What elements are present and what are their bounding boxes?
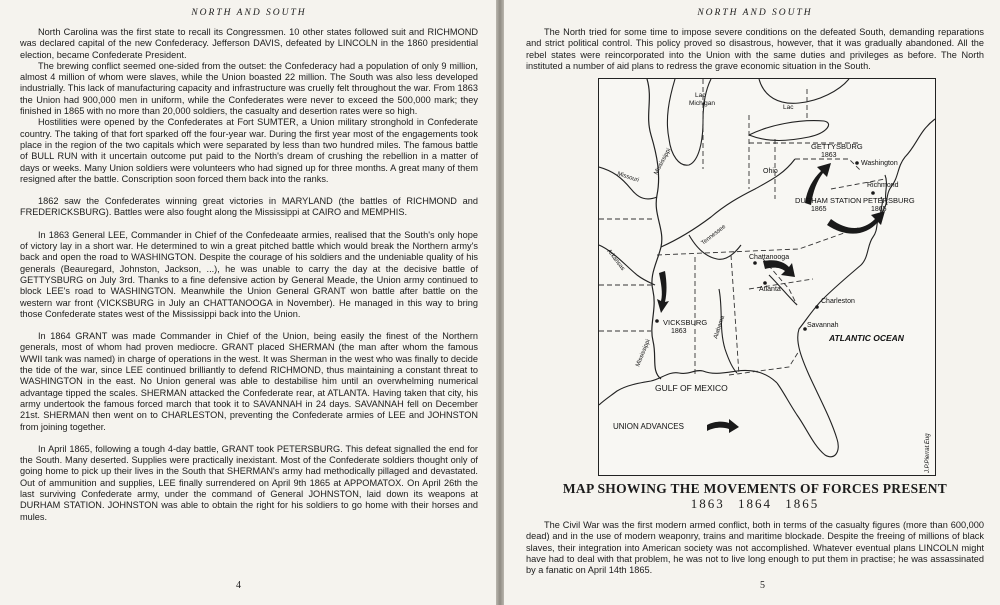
label-durham-year: 1865	[811, 206, 827, 214]
missouri-river	[599, 167, 657, 199]
state-border	[731, 255, 739, 375]
intro-text	[526, 27, 984, 72]
label-chattanooga: Chattanooga	[749, 254, 790, 262]
city-dot-washington	[855, 161, 859, 165]
city-dot-richmond	[871, 191, 875, 195]
body-paragraph: In April 1865, following a tough 4-day battle, GRANT took PETERSBURG. This defeat signalled the end for the South. Many deserted. Supplies were practically inexistant. Most of the Confederate soldiers thought only of going home to pick up their lives in the South that SHERMAN's army had methodically pillaged and devastated. Out of ammunition and supplies, LEE finally surrendered on April 9th 1865 at APPOMATOX. On April 26th the last surviving Confederate army, under the command of General JOHNSTON, laid down its weapons at DURHAM STATION. JOHNSTON was able to obtain the right for his soldiers to go home with their horses and mules.	[20, 443, 478, 522]
body-paragraph: 1862 saw the Confederates winning great victories in MARYLAND (the battles of RICHMOND and FREDERICKSBURG). Battles were also fought along the Mississippi at CAIRO and MEMPHIS.	[20, 196, 478, 218]
label-richmond: Richmond	[867, 182, 899, 190]
city-dot-chattanooga	[753, 261, 757, 265]
label-lac-michigan: Lac	[695, 92, 706, 100]
label-gettysburg-year: 1863	[821, 152, 837, 160]
label-atlanta: Atlanta	[759, 286, 781, 294]
label-alabama: Alabama	[713, 315, 727, 340]
label-ohio: Ohio	[763, 168, 778, 176]
label-savannah: Savannah	[807, 322, 839, 330]
state-border	[657, 227, 861, 255]
body-paragraph: In 1863 General LEE, Commander in Chief of the Confedeaate armies, realised that the South's only hope of victory lay in a short war. He determined to win a great pitched battle which would break the Northern army's back and open the road to WASHINGTON. Despite the courage of his soldiers and the undeniable quality of his generals (Beauregard, Johnston, Jackson, ...), he was unable to carry the day at the decisive battle of GETTYSBURG on July 3rd. Thanks to a fine defensive action by General Meade, the Union army continued to block LEE's road to WASHINGTON. Meanwhile the Union General GRANT won battle after battle on the western war front (VICKSBURG in July an CHATTANOOGA in November). He managed in this way to bring those Confederate states west of the Mississippi back into the Union.	[20, 229, 478, 319]
body-paragraph: Hostilities were opened by the Confederates at Fort SUMTER, a Union military stronghold in Confederate country. The taking of that fort sparked off the four-year war. During the first year most of the engagements took place in the region of the two capitals which were separated by less than two hundred miles. The famous battle of BULL RUN with it uncertain outcome put paid to the North's dream of crushing the rebellion in a matter of days or weeks. Many Union soldiers were volunteers who had signed up for three months. A great many of them resigned after the battle. Conscription soon forced them back into the ranks.	[20, 117, 478, 184]
page-header: NORTH AND SOUTH	[191, 8, 307, 18]
lake-erie-shape	[749, 121, 829, 141]
body-paragraph: The brewing conflict seemed one-sided from the outset: the Confederacy had a population of only 9 million, almost 4 million of whom were slaves, while the Union boasted 22 million. The South was also less developed industrially. This lack of manufacturing capacity and infrastructure was cruelly felt throughout the war. From 1863 the Union had 900,000 men in uniform, while the Confederates were never to exceed the 500,000 mark; they finished in 1865 with no more than 20,000 soldiers, the casualty and desertion rates were so high.	[20, 60, 478, 117]
city-dot-vicksburg	[655, 319, 659, 323]
city-dot-atlanta	[763, 281, 767, 285]
label-missouri: Missouri	[616, 171, 640, 184]
body-paragraph: In 1864 GRANT was made Commander in Chief of the Union, being easily the finest of the Northern generals, most of whom had proven mediocre. GRANT placed SHERMAN (the man after whom the famous WWII tank was named) in charge of operations in the west. It was Sherman in the west who was finally to decide the tide of the war, since LEE continued brilliantly to defend RICHMOND, thus maintaining a constant threat to WASHINGTON in the east. No Union general was able to destabilise him until an overwhelming numerical advantage tipped the scales. SHERMAN attacked the Confederate rear, at ATLANTA. Having taken that city, his army undertook the famous forced march that took it to SAVANNAH in 24 days. SAVANNAH fell on December 21st. SHERMAN then went on to CHARLESTON, preventing the Confederate armies of LEE and JOHNSTON from joining together.	[20, 331, 478, 432]
label-vicksburg-year: 1863	[671, 328, 687, 336]
map-years: 1863 1864 1865	[690, 496, 820, 512]
tennessee-river	[689, 235, 741, 259]
label-petersburg: PETERSBURG	[863, 196, 915, 206]
label-petersburg-year: 1865	[871, 206, 887, 214]
label-washington: Washington	[861, 160, 898, 168]
closing-paragraph: The Civil War was the first modern armed conflict, both in terms of the casualty figures (more than 600,000 dead) and in the use of modern weaponry, trains and maritime blockade. Despite the freeing of millions of black slaves, their integration into American society was not accomplished. Whatever eventual plans LINCOLN might have had to deal with that problem, he was not to live long enough to put them in practise; he was assassinated by a fanatic on April 14th 1865.	[526, 520, 984, 576]
label-mississippi-south: Mississippi	[635, 338, 652, 368]
label-tennessee: Tennessee	[700, 224, 728, 247]
label-charleston: Charleston	[821, 298, 855, 306]
closing-text	[526, 520, 984, 576]
page-number: 5	[760, 580, 765, 591]
label-durham: DURHAM STATION	[795, 196, 862, 206]
map-drawing	[599, 79, 935, 475]
page-header: NORTH AND SOUTH	[697, 8, 813, 18]
book-gutter	[496, 0, 504, 605]
arrow-vicksburg	[657, 271, 669, 313]
label-vicksburg: VICKSBURG	[663, 318, 708, 328]
left-page	[0, 0, 496, 605]
label-lac-michigan: Michigan	[689, 100, 716, 108]
civil-war-map	[598, 78, 936, 476]
label-lac: Lac	[783, 104, 794, 112]
map-signature: J.P.Pierrat.Eug	[925, 433, 931, 474]
page-number: 4	[236, 580, 241, 591]
right-page	[504, 0, 1000, 605]
label-atlantic: ATLANTIC OCEAN	[829, 333, 904, 344]
label-gulf: GULF OF MEXICO	[655, 383, 728, 394]
map-title: MAP SHOWING THE MOVEMENTS OF FORCES PRESENT	[562, 481, 948, 497]
legend-union-advances: UNION ADVANCES	[613, 422, 684, 432]
label-arkansas: Arkansas	[605, 248, 626, 273]
state-border	[729, 351, 799, 375]
body-paragraph: North Carolina was the first state to recall its Congressmen. 10 other states followed suit and RICHMOND was declared capital of the new Confederacy. Jefferson DAVIS, defeated by LINCOLN in the 1860 presidential election, became Confederate President.	[20, 27, 478, 60]
arrow-chattanooga	[763, 260, 795, 277]
city-dot-charleston	[815, 305, 819, 309]
mississippi-river	[647, 79, 662, 379]
label-gettysburg: GETTYSBURG	[811, 142, 863, 152]
upper-lake-shape	[759, 79, 849, 103]
label-mississippi-north: Mississippi	[653, 147, 673, 177]
atlantic-coastline	[777, 119, 935, 457]
left-body-text	[20, 27, 478, 523]
intro-paragraph: The North tried for some time to impose severe conditions on the defeated South, demanding reparations and strict political control. This policy proved so disastrous, however, that it was gradually abandoned. All the rebel states were reincorporated into the Union with the same duties and privileges as before. The North instituted a number of aid plans to redress the grave economic situation in the South.	[526, 27, 984, 71]
arrow-legend	[707, 419, 739, 433]
